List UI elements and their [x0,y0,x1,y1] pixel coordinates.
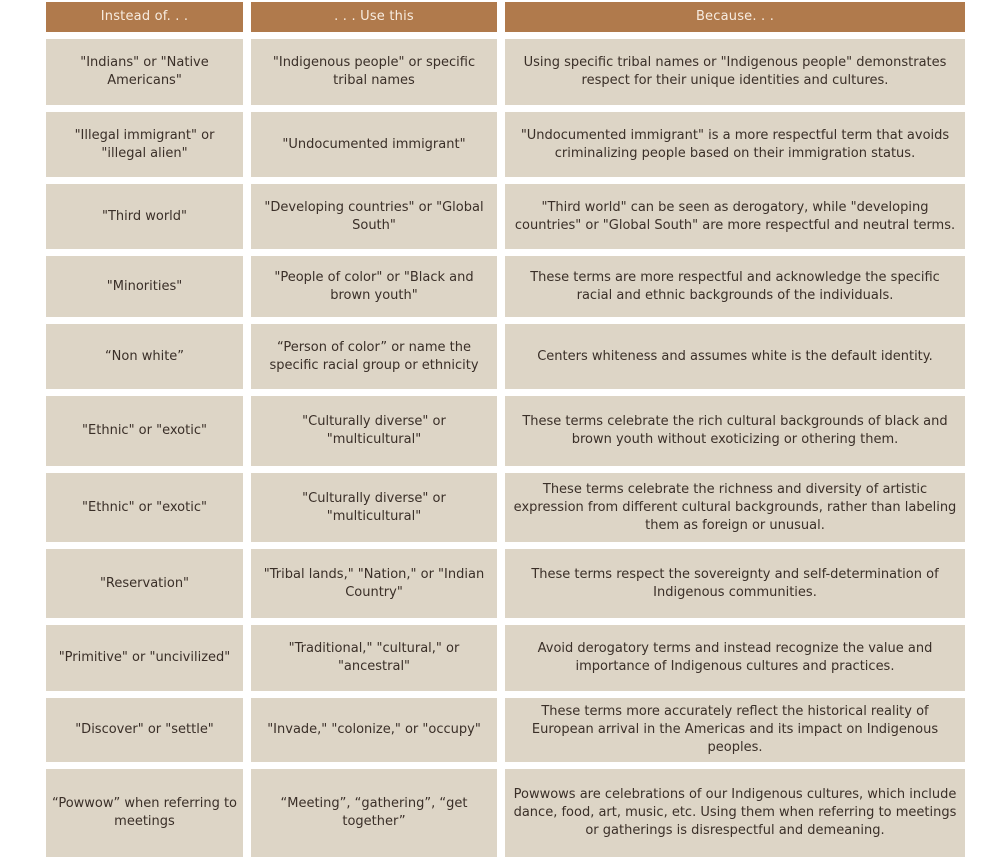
instead-of-cell: "Illegal immigrant" or "illegal alien" [46,112,243,177]
instead-of-cell: “Non white” [46,324,243,389]
table-row [46,39,965,105]
because-cell: These terms are more respectful and acknowledge the specific racial and ethnic backgrounds of the individuals. [505,256,965,317]
instead-of-cell: "Primitive" or "uncivilized" [46,625,243,691]
instead-of-cell: "Reservation" [46,549,243,618]
table-row [46,769,965,857]
because-cell: Powwows are celebrations of our Indigenous cultures, which include dance, food, art, music, etc. Using them when referring to meetings or gatherings is disrespectful and demeaning. [505,769,965,857]
instead-of-cell: "Ethnic" or "exotic" [46,473,243,542]
instead-of-cell: "Indians" or "Native Americans" [46,39,243,105]
header-use-this: . . . Use this [251,2,497,32]
use-this-cell: "Tribal lands," "Nation," or "Indian Country" [251,549,497,618]
table-row [46,112,965,177]
because-cell: Centers whiteness and assumes white is the default identity. [505,324,965,389]
because-cell: These terms celebrate the richness and diversity of artistic expression from different cultural backgrounds, rather than labeling them as foreign or unusual. [505,473,965,542]
use-this-cell: "Developing countries" or "Global South" [251,184,497,249]
instead-of-cell: "Discover" or "settle" [46,698,243,762]
instead-of-cell: "Minorities" [46,256,243,317]
because-cell: "Third world" can be seen as derogatory, while "developing countries" or "Global South" are more respectful and neutral terms. [505,184,965,249]
because-cell: "Undocumented immigrant" is a more respectful term that avoids criminalizing people based on their immigration status. [505,112,965,177]
table-row [46,698,965,762]
table-row [46,549,965,618]
instead-of-cell: “Powwow” when referring to meetings [46,769,243,857]
because-cell: These terms respect the sovereignty and self-determination of Indigenous communities. [505,549,965,618]
because-cell: These terms celebrate the rich cultural backgrounds of black and brown youth without exoticizing or othering them. [505,396,965,466]
table-row [46,396,965,466]
use-this-cell: “Person of color” or name the specific racial group or ethnicity [251,324,497,389]
table-row [46,184,965,249]
because-cell: These terms more accurately reflect the historical reality of European arrival in the Americas and its impact on Indigenous peoples. [505,698,965,762]
table-row [46,625,965,691]
instead-of-cell: "Ethnic" or "exotic" [46,396,243,466]
because-cell: Using specific tribal names or "Indigenous people" demonstrates respect for their unique identities and cultures. [505,39,965,105]
header-because: Because. . . [505,2,965,32]
table-row [46,324,965,389]
instead-of-cell: "Third world" [46,184,243,249]
terminology-table [46,2,965,857]
header-instead-of: Instead of. . . [46,2,243,32]
because-cell: Avoid derogatory terms and instead recognize the value and importance of Indigenous cultures and practices. [505,625,965,691]
use-this-cell: "Culturally diverse" or "multicultural" [251,396,497,466]
use-this-cell: "Indigenous people" or specific tribal names [251,39,497,105]
use-this-cell: "Invade," "colonize," or "occupy" [251,698,497,762]
use-this-cell: "Traditional," "cultural," or "ancestral" [251,625,497,691]
table-row [46,473,965,542]
use-this-cell: “Meeting”, “gathering”, “get together” [251,769,497,857]
use-this-cell: "Culturally diverse" or "multicultural" [251,473,497,542]
table-row [46,256,965,317]
use-this-cell: "Undocumented immigrant" [251,112,497,177]
table-header-row [46,2,965,32]
use-this-cell: "People of color" or "Black and brown youth" [251,256,497,317]
